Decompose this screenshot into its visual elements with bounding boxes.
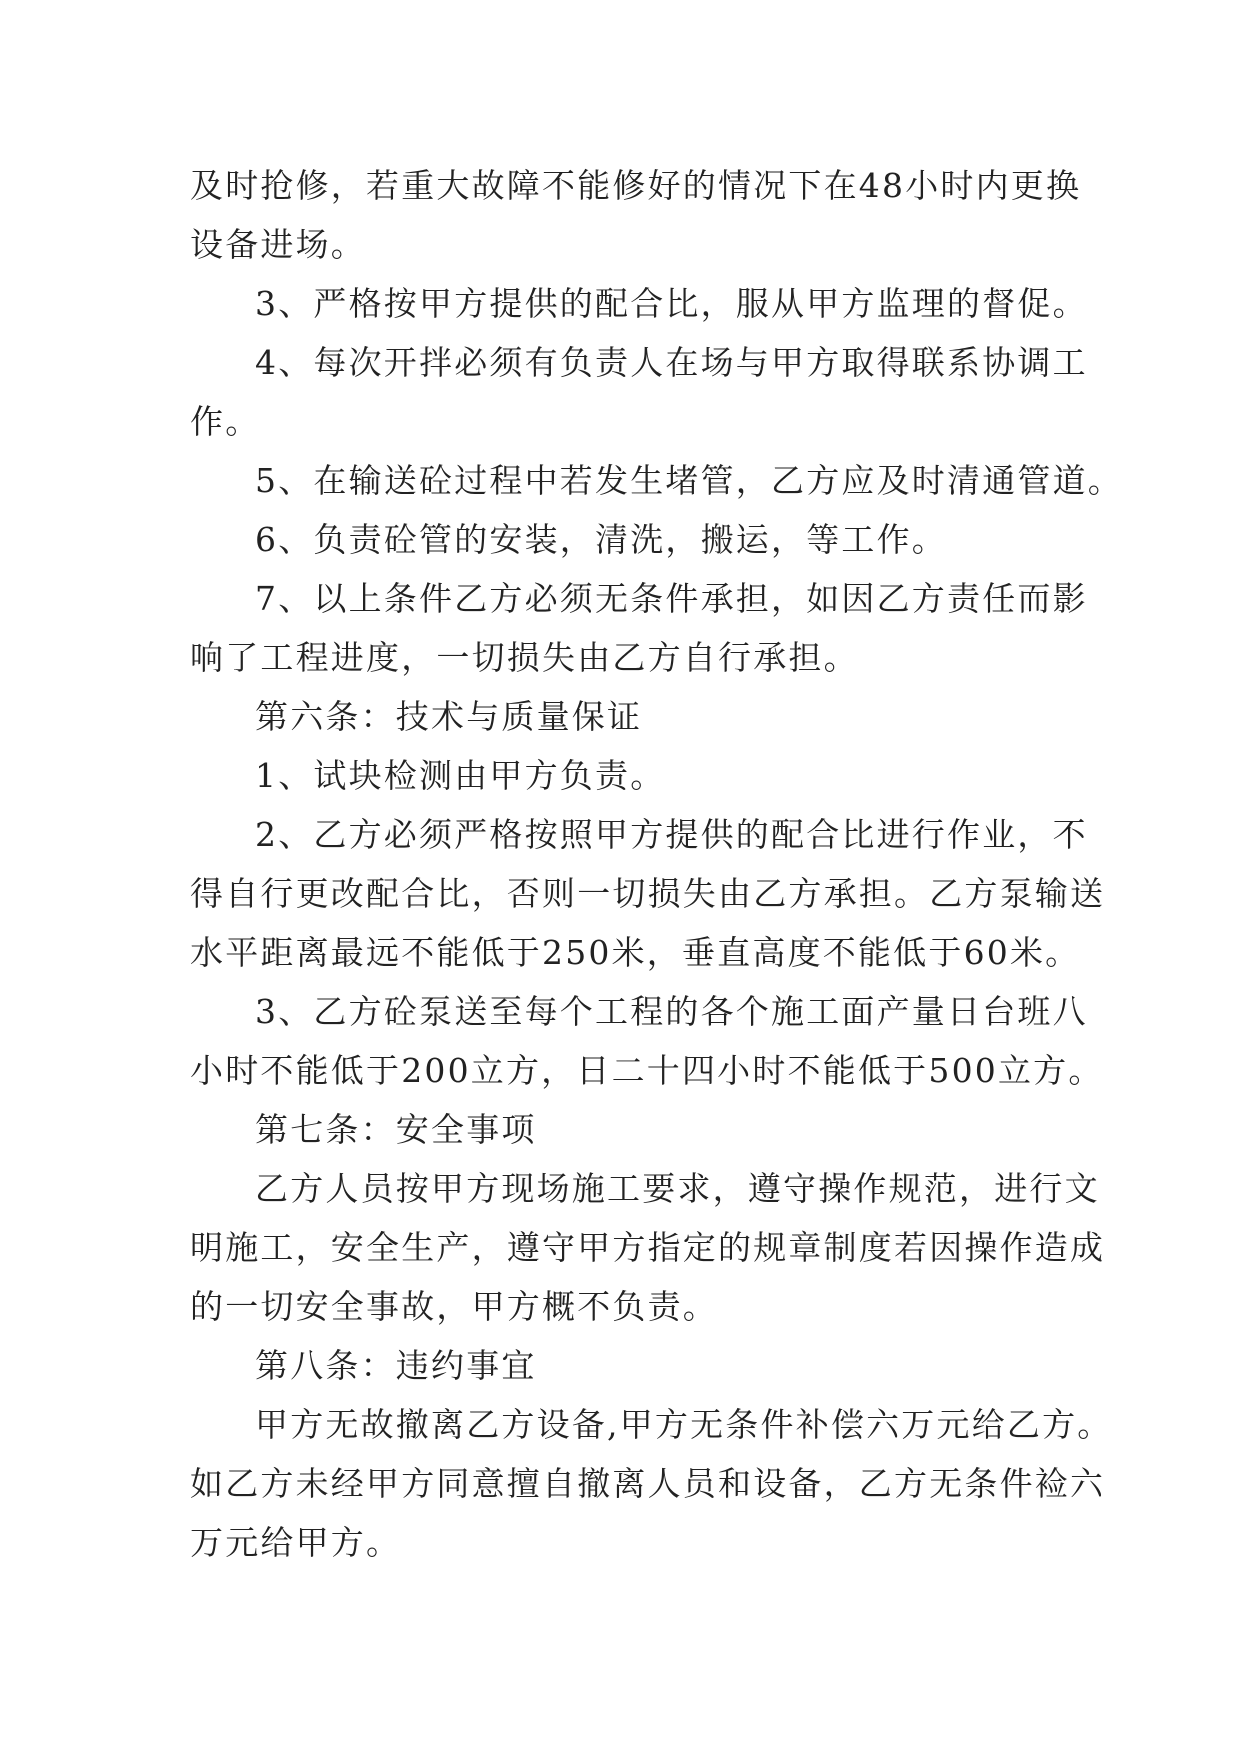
text-line: 响了工程进度，一切损失由乙方自行承担。 <box>190 638 859 677</box>
text-line: 甲方无故撤离乙方设备,甲方无条件补偿六万元给乙方。 <box>255 1405 1113 1444</box>
text-line: 1、试块检测由甲方负责。 <box>255 756 666 795</box>
section-heading: 第七条：安全事项 <box>255 1110 537 1149</box>
text-line: 2、乙方必须严格按照甲方提供的配合比进行作业，不 <box>255 815 1088 854</box>
text-line: 3、严格按甲方提供的配合比，服从甲方监理的督促。 <box>255 284 1088 323</box>
section-heading: 第八条：违约事宜 <box>255 1346 537 1385</box>
text-line: 4、每次开拌必须有负责人在场与甲方取得联系协调工 <box>255 343 1088 382</box>
text-line: 作。 <box>190 402 261 441</box>
text-line: 5、在输送砼过程中若发生堵管，乙方应及时清通管道。 <box>255 461 1123 500</box>
text-line: 及时抢修，若重大故障不能修好的情况下在48小时内更换 <box>190 166 1082 205</box>
text-line: 如乙方未经甲方同意擅自撤离人员和设备，乙方无条件裣六 <box>190 1464 1106 1503</box>
text-line: 水平距离最远不能低于250米，垂直高度不能低于60米。 <box>190 933 1081 972</box>
section-heading: 第六条：技术与质量保证 <box>255 697 643 736</box>
text-line: 万元给甲方。 <box>190 1523 402 1562</box>
text-line: 的一切安全事故，甲方概不负责。 <box>190 1287 718 1326</box>
text-line: 乙方人员按甲方现场施工要求，遵守操作规范，进行文 <box>255 1169 1100 1208</box>
text-line: 小时不能低于200立方，日二十四小时不能低于500立方。 <box>190 1051 1104 1090</box>
text-line: 7、以上条件乙方必须无条件承担，如因乙方责任而影 <box>255 579 1088 618</box>
text-line: 3、乙方砼泵送至每个工程的各个施工面产量日台班八 <box>255 992 1088 1031</box>
text-line: 明施工，安全生产，遵守甲方指定的规章制度若因操作造成 <box>190 1228 1106 1267</box>
text-line: 6、负责砼管的安装，清洗，搬运，等工作。 <box>255 520 947 559</box>
text-line: 设备进场。 <box>190 225 366 264</box>
text-line: 得自行更改配合比，否则一切损失由乙方承担。乙方泵输送 <box>190 874 1106 913</box>
